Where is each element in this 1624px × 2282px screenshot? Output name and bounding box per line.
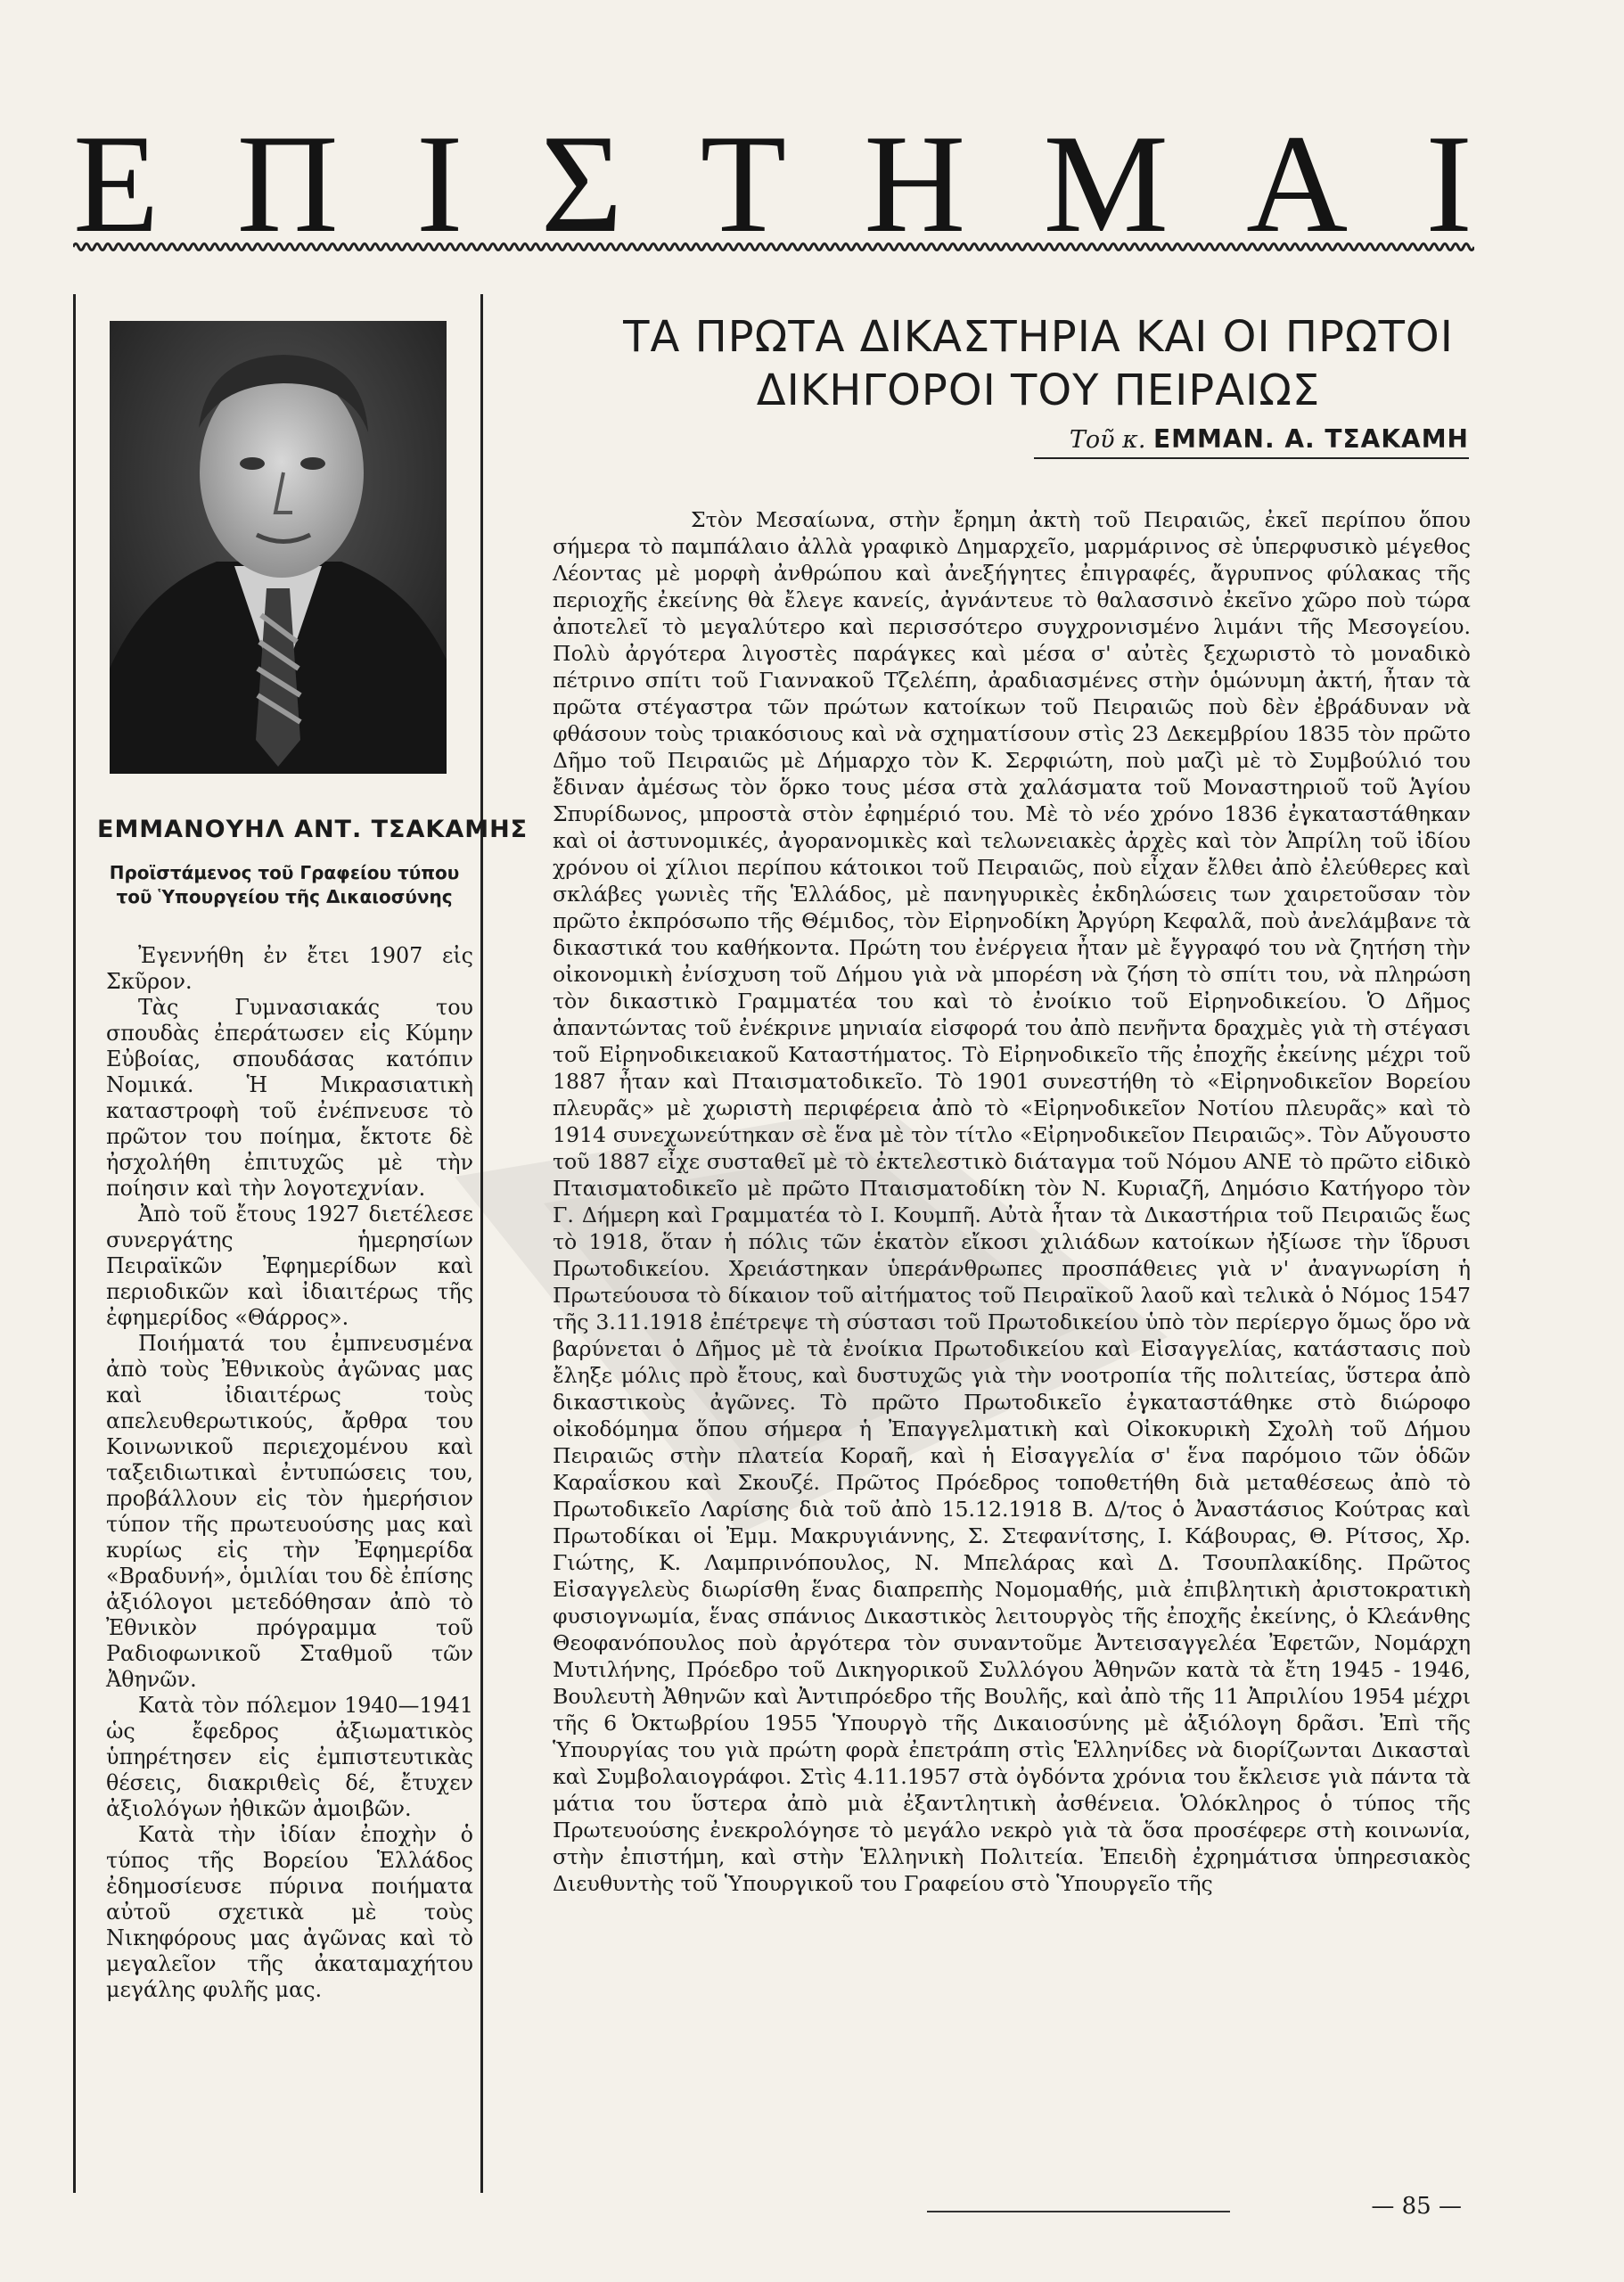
article-title (526, 310, 1551, 417)
masthead-letter: Ι (1425, 106, 1472, 262)
masthead-letter: Ι (415, 106, 463, 262)
bio-paragraph: Κατὰ τὴν ἰδίαν ἐποχὴν ὁ τύπος τῆς Βορείου Ἑλλάδος ἐδημοσίευσε πύρινα ποιήματα αὐτοῦ σχετικὰ μὲ τοὺς Νικηφόρους μας ἀγῶνας καὶ τὸ μεγαλεῖον τῆς ἀκαταμαχήτου μεγάλης φυλῆς μας. (106, 1822, 473, 2002)
byline-author: ΕΜΜΑΝ. Α. ΤΣΑΚΑΜΗ (1153, 424, 1469, 454)
masthead-letter: Π (236, 106, 339, 262)
masthead (73, 106, 1472, 262)
footer-rule (927, 2211, 1230, 2212)
masthead-letter: Η (864, 106, 966, 262)
bio-paragraph: Ἐγεννήθη ἐν ἔτει 1907 εἰς Σκῦρον. (106, 943, 473, 994)
page-number: — 85 — (1371, 2193, 1462, 2220)
masthead-letter: Ε (73, 106, 160, 262)
author-sidebar (73, 294, 529, 2193)
byline-prefix: Τοῦ κ. (1069, 426, 1146, 454)
masthead-letter: Α (1246, 106, 1349, 262)
masthead-letter: Τ (700, 106, 787, 262)
portrait-photo-icon (110, 321, 447, 774)
article-body (553, 506, 1471, 1897)
bio-paragraph: Ποιήματά του ἐμπνευσμένα ἀπὸ τοὺς Ἐθνικοὺς ἀγῶνας μας καὶ ἰδιαιτέρως τοὺς απελευθερωτικούς, ἄρθρα του Κοινωνικοῦ περιεχομένου καὶ ταξειδιωτικαὶ ἐντυπώσεις του, προβάλλουν εἰς τὸν ἡμερήσιον τύπον τῆς πρωτευούσης μας καὶ κυρίως εἰς τὴν Ἐφημερίδα «Βραδυνή», ὁμιλίαι του δὲ ἐπίσης ἀξιόλογοι μετεδόθησαν ἀπὸ τὸ Ἐθνικὸν πρόγραμμα τοῦ Ραδιοφωνικοῦ Σταθμοῦ τῶν Ἀθηνῶν. (106, 1331, 473, 1692)
bio-paragraph: Ἀπὸ τοῦ ἔτους 1927 διετέλεσε συνεργάτης ἡμερησίων Πειραϊκῶν Ἐφημερίδων καὶ περιοδικῶν καὶ ἰδιαιτέρως τῆς ἐφημερίδος «Θάρρος». (106, 1202, 473, 1330)
article-paragraph: Στὸν Μεσαίωνα, στὴν ἔρημη ἀκτὴ τοῦ Πειραιῶς, ἐκεῖ περίπου ὅπου σήμερα τὸ παμπάλαιο ἀλλὰ γραφικὸ Δημαρχεῖο, μαρμάρινος σὲ ὑπερφυσικὸ μέγεθος Λέοντας μὲ μορφὴ ἀνθρώπου καὶ ἀνεξήγητες ἐπιγραφές, ἄγρυπνος φύλακας τῆς περιοχῆς ἐκείνης θὰ ἔλεγε κανείς, ἀγνάντευε τὸ θαλασσινὸ ἐκεῖνο χῶρο ποὺ τώρα ἀποτελεῖ τὸ μεγαλύτερο καὶ περισσότερο συγχρονισμένο λιμάνι τῆς Μεσογείου. Πολὺ ἀργότερα λιγοστὲς παράγκες καὶ μέσα σ' αὐτὲς ξεχωριστὸ τὸ μοναδικὸ πέτρινο σπίτι τοῦ Γιαννακοῦ Τζελέπη, ἀραδιασμένες στὴν ὁμώνυμη ἀκτή, ἦταν τὰ πρῶτα στέγαστρα τῶν πρώτων κατοίκων τοῦ Πειραιῶς ποὺ δὲν ἐβράδυναν νὰ φθάσουν τοὺς τριακόσιους καὶ νὰ σχηματίσουν στὶς 23 Δεκεμβρίου 1835 τὸν πρῶτο Δῆμο τοῦ Πειραιῶς μὲ Δήμαρχο τὸν Κ. Σερφιώτη, ποὺ μαζὶ μὲ τὸ Συμβούλιό του ἔδιναν ἀμέσως τὸν ὅρκο τους μέσα στὰ χαλάσματα τοῦ Μοναστηριοῦ τοῦ Ἁγίου Σπυρίδωνος, μπροστὰ στὸν ἐφημέριό του. Μὲ τὸ νέο χρόνο 1836 ἐγκαταστάθηκαν καὶ οἱ ἀστυνομικές, ἀγορανομικὲς καὶ τελωνειακὲς ἀρχὲς καὶ τὸν Ἀπρίλη τοῦ ἰδίου χρόνου οἱ χίλιοι περίπου κάτοικοι τοῦ Πειραιῶς, ποὺ εἶχαν ἔλθει ἀπὸ ἐλεύθερες καὶ σκλάβες γωνιὲς τῆς Ἑλλάδος, μὲ πανηγυρικὲς ἐκδηλώσεις των χαιρετοῦσαν τὸν πρῶτο ἐκπρόσωπο τῆς Θέμιδος, τὸν Εἰρηνοδίκη Ἀργύρη Κεφαλᾶ, ποὺ ἀνελάμβανε τὰ δικαστικά του καθήκοντα. Πρώτη του ἐνέργεια ἦταν μὲ ἔγγραφό του νὰ ζητήση τὴν οἰκονομικὴ ἐνίσχυση τοῦ Δήμου γιὰ νὰ μπορέση νὰ ζήση τὸ σπίτι του, νὰ πληρώση τὸν δικαστικὸ Γραμματέα του καὶ τὸ ἐνοίκιο τοῦ Εἰρηνοδικείου. Ὁ Δῆμος ἀπαντώντας τοῦ ἐνέκρινε μηνιαία εἰσφορά του ἀπὸ πενῆντα δραχμὲς γιὰ τὴ στέγασι τοῦ Εἰρηνοδικειακοῦ Καταστήματος. Τὸ Εἰρηνοδικεῖο τῆς ἐποχῆς ἐκείνης μέχρι τοῦ 1887 ἦταν καὶ Πταισματοδικεῖο. Τὸ 1901 συνεστήθη τὸ «Εἰρηνοδικεῖον Βορείου πλευρᾶς» μὲ χωριστὴ περιφέρεια ἀπὸ τὸ «Εἰρηνοδικεῖον Νοτίου πλευρᾶς» καὶ τὸ 1914 συνεχωνεύτηκαν σὲ ἕνα μὲ τὸν τίτλο «Εἰρηνοδικεῖον Πειραιῶς». Τὸν Αὔγουστο τοῦ 1887 εἶχε συσταθεῖ μὲ τὸ ἐκτελεστικὸ διάταγμα τοῦ Νόμου ΑΝΕ τὸ πρῶτο εἰδικὸ Πταισματοδικεῖο μὲ πρῶτο Πταισματοδίκη τὸν Ν. Κυριαζῆ, Δημόσιο Κατήγορο τὸν Γ. Δήμερη καὶ Γραμματέα τὸ Ι. Κουμπῆ. Αὐτὰ ἦταν τὰ Δικαστήρια τοῦ Πειραιῶς ἕως τὸ 1918, ὅταν ἡ πόλις τῶν ἑκατὸν εἴκοσι χιλιάδων κατοίκων ἠξίωσε τὴν ἵδρυσι Πρωτοδικείου. Χρειάστηκαν ὑπεράνθρωπες προσπάθειες γιὰ ν' ἀναγνωρίση ἡ Πρωτεύουσα τὸ δίκαιον τοῦ αἰτήματος τοῦ Πειραϊκοῦ λαοῦ καὶ τελικὰ ὁ Νόμος 1547 τῆς 3.11.1918 ἐπέτρεψε τὴ σύστασι τοῦ Πρωτοδικείου ὑπὸ τὸν περίεργο ὅμως ὅρο νὰ βαρύνεται ὁ Δῆμος μὲ τὰ ἐνοίκια Πρωτοδικείου καὶ Εἰσαγγελίας, κατάστασις ποὺ ἔληξε μόλις πρὸ ἔτους, καὶ δυστυχῶς γιὰ τὴν νοοτροπία τῆς πολιτείας, ὕστερα ἀπὸ δικαστικοὺς ἀγῶνες. Τὸ πρῶτο Πρωτοδικεῖο ἐγκαταστάθηκε στὸ διώροφο οἰκοδόμημα ὅπου σήμερα ἡ Ἐπαγγελματικὴ καὶ Οἰκοκυρικὴ Σχολὴ τοῦ Δήμου Πειραιῶς στὴν πλατεία Κοραῆ, καὶ ἡ Εἰσαγγελία σ' ἕνα παρόμοιο τῶν ὁδῶν Καραΐσκου καὶ Σκουζέ. Πρῶτος Πρόεδρος τοποθετήθη διὰ μεταθέσεως ἀπὸ τὸ Πρωτοδικεῖο Λαρίσης διὰ τοῦ ἀπὸ 15.12.1918 Β. Δ/τος ὁ Ἀναστάσιος Κούτρας καὶ Πρωτοδίκαι οἱ Ἐμμ. Μακρυγιάννης, Σ. Στεφανίτσης, Ι. Κάβουρας, Θ. Ρίτσος, Χρ. Γιώτης, Κ. Λαμπρινόπουλος, Ν. Μπελάρας καὶ Δ. Τσουπλακίδης. Πρῶτος Εἰσαγγελεὺς διωρίσθη ἕνας διαπρεπὴς Νομομαθής, μιὰ ἐπιβλητικὴ ἀριστοκρατικὴ φυσιογνωμία, ἕνας σπάνιος Δικαστικὸς λειτουργὸς τῆς ἐποχῆς ἐκείνης, ὁ Κλεάνθης Θεοφανόπουλος ποὺ ἀργότερα τὸν συναντοῦμε Ἀντεισαγγελέα Ἐφετῶν, Νομάρχη Μυτιλήνης, Πρόεδρο τοῦ Δικηγορικοῦ Συλλόγου Ἀθηνῶν κατὰ τὰ ἔτη 1945 - 1946, Βουλευτὴ Ἀθηνῶν καὶ Ἀντιπρόεδρο τῆς Βουλῆς, καὶ ἀπὸ τῆς 11 Ἀπριλίου 1954 μέχρι τῆς 6 Ὀκτωβρίου 1955 Ὑπουργὸ τῆς Δικαιοσύνης μὲ ἀξιόλογη δρᾶσι. Ἐπὶ τῆς Ὑπουργίας του γιὰ πρώτη φορὰ ἐπετράπη στὶς Ἑλληνίδες νὰ διορίζωνται Δικασταὶ καὶ Συμβολαιογράφοι. Στὶς 4.11.1957 στὰ ὀγδόντα χρόνια του ἔκλεισε γιὰ πάντα τὰ μάτια του ὕστερα ἀπὸ μιὰ ἐξαντλητικὴ ἀσθένεια. Ὁλόκληρος ὁ τύπος τῆς Πρωτευούσης ἐνεκρολόγησε τὸ μεγάλο νεκρὸ γιὰ τὰ ὅσα προσέφερε στὴ κοινωνία, στὴν ἐπιστήμη, καὶ στὴν Ἑλληνικὴ Πολιτεία. Ἐπειδὴ ἐχρημάτισα ὑπηρεσιακὸς Διευθυντὴς τοῦ Ὑπουργικοῦ του Γραφείου στὸ Ὑπουργεῖο τῆς (553, 507, 1471, 1896)
author-name: ΕΜΜΑΝΟΥΗΛ ΑΝΤ. ΤΣΑΚΑΜΗΣ (97, 816, 529, 843)
masthead-letter: Σ (540, 106, 623, 262)
article-title-line: ΔΙΚΗΓΟΡΟΙ ΤΟΥ ΠΕΙΡΑΙΩΣ (756, 365, 1321, 415)
bio-paragraph: Τὰς Γυμνασιακάς του σπουδὰς ἐπεράτωσεν εἰς Κύμην Εὐβοίας, σπουδάσας κατόπιν Νομικά. Ἡ Μικρασιατικὴ καταστροφὴ τοῦ ἐνέπνευσε τὸ πρῶτον του ποίημα, ἔκτοτε δὲ ἠσχολήθη ἐπιτυχῶς μὲ τὴν ποίησιν καὶ τὴν λογοτεχνίαν. (106, 995, 473, 1201)
article-byline (1034, 424, 1469, 459)
author-biography (106, 943, 473, 2003)
bio-paragraph: Κατὰ τὸν πόλεμον 1940—1941 ὡς ἔφεδρος ἀξιωματικὸς ὑπηρέτησεν εἰς ἐμπιστευτικὰς θέσεις, διακριθεὶς δέ, ἔτυχεν ἀξιολόγων ἠθικῶν ἀμοιβῶν. (106, 1693, 473, 1821)
article-title-line: ΤΑ ΠΡΩΤΑ ΔΙΚΑΣΤΗΡΙΑ ΚΑΙ ΟΙ ΠΡΩΤΟΙ (623, 312, 1454, 362)
masthead-letter: Μ (1043, 106, 1169, 262)
author-role: Προϊστάμενος τοῦ Γραφείου τύπου τοῦ Ὑπουργείου τῆς Δικαιοσύνης (109, 862, 460, 907)
masthead-divider (73, 239, 1474, 255)
